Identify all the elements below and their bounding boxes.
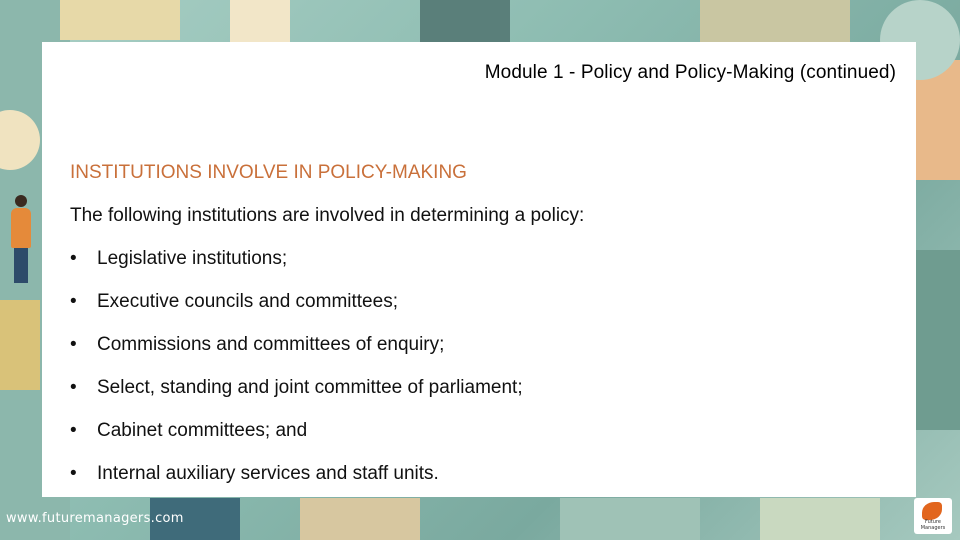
bullet-icon: • [70, 463, 77, 484]
person-illustration [8, 195, 34, 285]
section-heading: INSTITUTIONS INVOLVE IN POLICY-MAKING [70, 162, 467, 183]
background-shape [700, 0, 850, 42]
list-item-text: Internal auxiliary services and staff units. [97, 463, 439, 484]
background-shape [420, 0, 510, 42]
list-item-text: Select, standing and joint committee of parliament; [97, 377, 523, 398]
list-item [70, 377, 523, 420]
institutions-list [70, 248, 523, 506]
list-item [70, 291, 523, 334]
bullet-icon: • [70, 291, 77, 312]
list-item-text: Legislative institutions; [97, 248, 288, 269]
background-shape [230, 0, 290, 42]
bullet-icon: • [70, 377, 77, 398]
list-item [70, 334, 523, 377]
background-shape [760, 498, 880, 540]
slide-content-card [42, 42, 916, 497]
slide-title: Module 1 - Policy and Policy-Making (continued) [484, 62, 896, 83]
footer-url[interactable]: www.futuremanagers.com [6, 511, 184, 526]
bullet-icon: • [70, 334, 77, 355]
logo-text: Future Managers [920, 519, 946, 531]
logo-mark-icon [922, 502, 942, 520]
list-item [70, 248, 523, 291]
list-item [70, 463, 523, 506]
background-shape [560, 498, 700, 540]
list-item-text: Cabinet committees; and [97, 420, 308, 441]
list-item [70, 420, 523, 463]
bullet-icon: • [70, 420, 77, 441]
background-shape [0, 300, 40, 390]
list-item-text: Commissions and committees of enquiry; [97, 334, 445, 355]
bullet-icon: • [70, 248, 77, 269]
background-shape [60, 0, 180, 40]
list-item-text: Executive councils and committees; [97, 291, 398, 312]
future-managers-logo [914, 498, 952, 534]
intro-text: The following institutions are involved in determining a policy: [70, 205, 585, 226]
background-shape [915, 250, 960, 430]
